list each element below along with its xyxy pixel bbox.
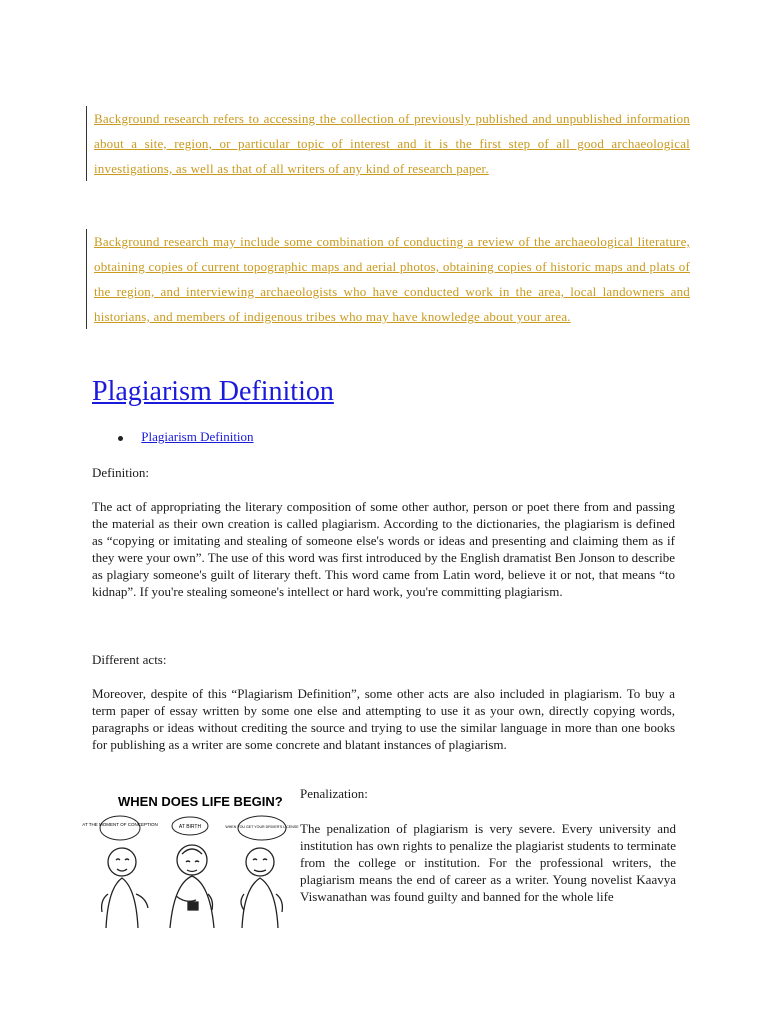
- speech-bubble-1: [100, 816, 140, 840]
- cartoon-title: WHEN DOES LIFE BEGIN?: [118, 794, 283, 809]
- cartoon-image: [82, 784, 299, 928]
- bubble-text-3: WHEN YOU GET YOUR DRIVER'S LICENSE: [225, 825, 299, 829]
- bullet-list-item: [118, 429, 254, 445]
- definition-paragraph: The act of appropriating the literary composition of some other author, person or poet there from and passing the material as their own creation is called plagiarism. According to the dictionaries, the plagiarism is defined as “copying or imitating and stealing of someone else's words or ideas and presenting and claiming them as if they were your own”. The use of this word was first introduced by the English dramatist Ben Jonson to describe as plagiary someone's guilt of literary theft. This word came from Latin word, believe it or not, that means “to kidnap”. If you're stealing someone's intellect or hard work, you're committing plagiarism.: [92, 499, 675, 599]
- bullet-icon: [118, 436, 123, 441]
- cartoon-figure-3: [241, 848, 282, 928]
- bubble-text-1: AT THE MOMENT OF CONCEPTION: [82, 822, 158, 827]
- definition-label: Definition:: [92, 465, 150, 480]
- acts-label: Different acts:: [92, 652, 167, 667]
- acts-paragraph: Moreover, despite of this “Plagiarism Definition”, some other acts are also included in plagiarism. To buy a term paper of essay written by some one else and attempting to use it as your own, directly copying words, paragraphs or ideas without crediting the source and trying to use the similar language in more than one books for publishing as a writer are some concrete and blatant instances of plagiarism.: [92, 686, 675, 752]
- quote-block-2: Background research may include some combination of conducting a review of the archaeological literature, obtaining copies of current topographic maps and aerial photos, obtaining copies of historic maps and plats of the region, and interviewing archaeologists who have conducted work in the area, local landowners and historians, and members of indigenous tribes who may have knowledge about your area.: [86, 229, 690, 329]
- bubble-text-2: AT BIRTH: [178, 824, 202, 830]
- cartoon-figure-1: [102, 848, 148, 928]
- penalization-paragraph: The penalization of plagiarism is very severe. Every university and institution has own rights to penalize the plagiarist students to terminate from the college or institution. For the professional writers, the plagiarism means the end of career as a writer. Young novelist Kaavya Viswanathan was found guilty and banned for the whole life: [300, 821, 676, 904]
- quote-block-1: Background research refers to accessing the collection of previously published and unpublished information about a site, region, or particular topic of interest and it is the first step of all good archaeological investigations, as well as that of all writers of any kind of research paper.: [86, 106, 690, 181]
- definition-link[interactable]: Plagiarism Definition: [141, 429, 254, 444]
- penalization-label: Penalization:: [300, 786, 368, 801]
- page-heading[interactable]: Plagiarism Definition: [92, 376, 334, 407]
- cartoon-figure-2: [170, 845, 214, 928]
